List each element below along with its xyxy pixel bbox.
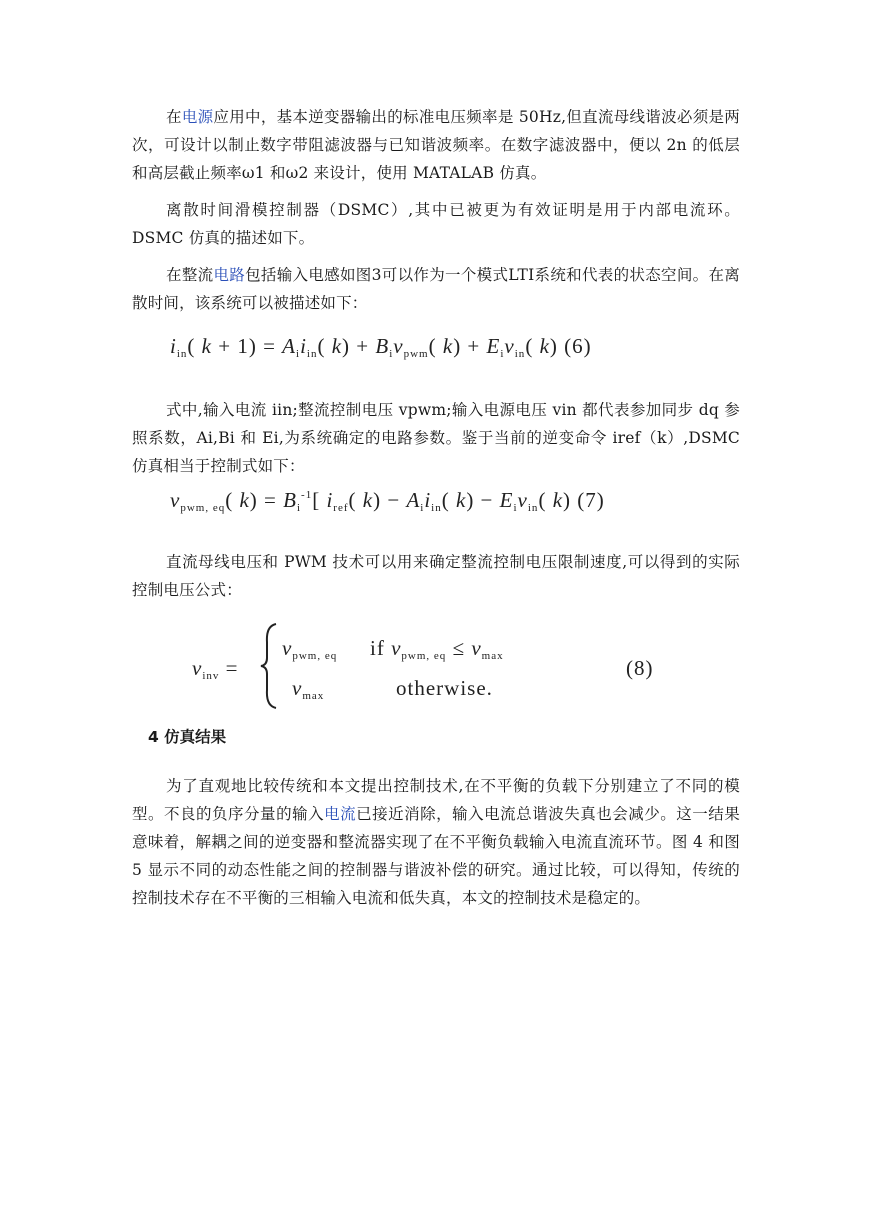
paragraph-dsmc: 离散时间滑模控制器（DSMC）,其中已被更为有效证明是用于内部电流环。DSMC 仿真的描述如下。 — [132, 201, 740, 247]
text: 已接近消除，输入电流总谐波失真也会减少。这一结果意味着，解耦之间的逆变器和整流器实现了在不平衡负载输入电流直流环节。图 4 和图 5 显示不同的动态性能之间的控制器与谐波补偿的研究。通过比较，可以得知，传统的控制技术存在不平衡的三相输入电流和低失真，本文的控制技术是稳定的。 — [132, 805, 740, 907]
link-power-source[interactable]: 电源 — [181, 108, 214, 126]
paragraph-variables: 式中,输入电流 iin;整流控制电压 vpwm;输入电源电压 vin 都代表参加同步 dq 参照系数，Ai,Bi 和 Ei,为系统确定的电路参数。鉴于当前的逆变命令 iref（k）,DSMC 仿真相当于控制式如下： — [132, 401, 740, 475]
link-circuit[interactable]: 电路 — [213, 266, 246, 284]
text: 应用中，基本逆变器输出的标准电压频率是 50Hz,但直流母线谐波必须是两次，可设计以制止数字带阻滤波器与已知谐波频率。在数字滤波器中，便以 2n 的低层和高层截止频率ω1 和ω2 来设计，使用 MATALAB 仿真。 — [132, 108, 741, 182]
link-current[interactable]: 电流 — [324, 805, 357, 823]
text: 包括输入电感如图3可以作为一个模式LTI系统和代表的状态空间。在离散时间，该系统可以被描述如下： — [132, 266, 740, 312]
otherwise-keyword: otherwise. — [396, 676, 493, 700]
paragraph-rectifier — [132, 261, 740, 317]
equation-number: (8) — [626, 656, 654, 680]
equation-7: $v_{pwm, eq}$( $k) = B_i^{-1}$[ $i_{ref}$( $k) - A_ii_{in}$( $k) - E_iv_{in}$( k) (7) — [170, 488, 605, 514]
paragraph-simulation-results — [132, 772, 740, 912]
text: 在 — [166, 108, 182, 126]
paragraph-dc-bus: 直流母线电压和 PWM 技术可以用来确定整流控制电压限制速度,可以得到的实际控制电压公式： — [132, 553, 740, 599]
paragraph-power-application — [132, 103, 740, 187]
equation-6: $i_{in}$( $k + 1) = A_ii_{in}$( $k) + B_iv_{pwm}$( $k) + E_iv_{in}$( k) (6) — [170, 334, 592, 360]
equation-8: $v_{inv}$ = $v_{pwm, eq}$ if $v_{pwm, eq} \le v_{max}$ $v_{max}$ otherwise. (8) — [170, 622, 730, 712]
brace-icon — [258, 622, 280, 710]
section-heading: 4 仿真结果 — [148, 728, 227, 746]
equation-number: (6) — [564, 334, 592, 358]
equation-number: (7) — [577, 488, 605, 512]
text: 在整流 — [166, 266, 214, 284]
text: 为了直观地比较传统和本文提出控制技术,在不平衡的负载下分别建立了不同的模型。不良的负序分量的输入 — [132, 777, 740, 823]
if-keyword: if — [370, 636, 385, 660]
